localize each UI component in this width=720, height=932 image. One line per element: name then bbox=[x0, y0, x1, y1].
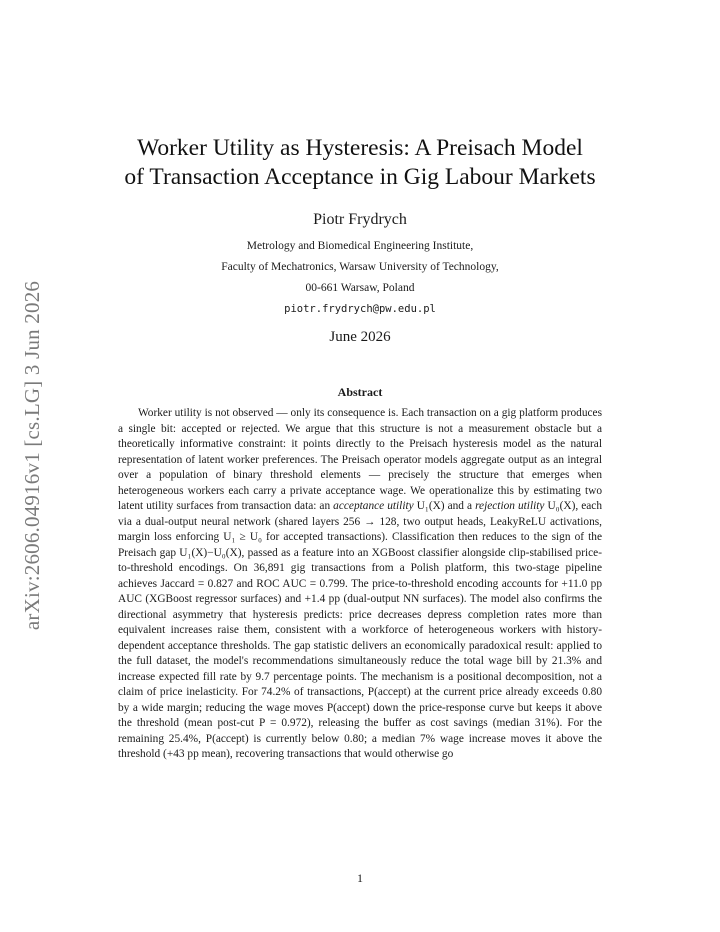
arxiv-stamp bbox=[17, 265, 49, 645]
affiliation-line-3: 00-661 Warsaw, Poland bbox=[305, 282, 415, 294]
page-number: 1 bbox=[357, 871, 363, 885]
title-line-1: Worker Utility as Hysteresis: A Preisach Model bbox=[137, 135, 583, 161]
abstract-body bbox=[118, 406, 602, 763]
abstract-text-1: Worker utility is not observed — only its consequence is. Each transaction on a gig platform produces a single bit: accepted or rejected. We argue that this structure is not a measurement obstacle but a theoretically informative constraint: it points directly to the Preisach hysteresis model as the natural representation of latent worker preferences. The Preisach operator models aggregate output as an integral over a population of binary threshold elements — precisely the structure that emerges when heterogeneous workers each carry a private acceptance wage. We operationalize this by estimating two latent utility surfaces from transaction data: an bbox=[118, 407, 602, 512]
affiliation-line-1: Metrology and Biomedical Engineering Institute, bbox=[246, 240, 474, 252]
abstract-text-2: U₁(X) and a bbox=[413, 500, 476, 512]
author-email: piotr.frydrych@pw.edu.pl bbox=[284, 303, 436, 315]
arxiv-stamp-text: arXiv:2606.04916v1 [cs.LG] 3 Jun 2026 bbox=[20, 280, 45, 630]
abstract-paragraph bbox=[118, 406, 602, 763]
acceptance-utility-term: acceptance utility bbox=[333, 500, 414, 512]
author-name: Piotr Frydrych bbox=[313, 211, 407, 228]
affiliation bbox=[80, 236, 640, 320]
publication-date: June 2026 bbox=[329, 329, 391, 345]
paper-title bbox=[80, 134, 640, 192]
rejection-utility-term: rejection utility bbox=[475, 500, 545, 512]
abstract-text-3: U₀(X), each via a dual-output neural network (shared layers 256 → 128, two output heads, LeakyReLU activations, margin loss enforcing U₁ ≥ U₀ for accepted transactions). Classification then reduces to the sign of the Preisach gap U₁(X)−U₀(X), passed as a feature into an XGBoost classifier alongside clip-stabilised price-to-threshold encodings. On 36,891 gig transactions from a Polish platform, this two-stage pipeline achieves Jaccard = 0.827 and ROC AUC = 0.799. The price-to-threshold encoding accounts for +11.0 pp AUC (XGBoost regressor surfaces) and +1.4 pp (dual-output NN surfaces). The model also confirms the directional asymmetry that hysteresis predicts: price decreases depress completion rates more than equivalent increases raise them, consistent with a workforce of heterogeneous workers with history-dependent acceptance thresholds. The gap statistic delivers an economically paradoxical result: applied to the full dataset, the model's recommendations simultaneously reduce the total wage bill by 21.3% and increase expected fill rate by 9.7 percentage points. The mechanism is a positional decomposition, not a claim of price inelasticity. For 74.2% of transactions, P(accept) at the current price already exceeds 0.80 by a wide margin; reducing the wage moves P(accept) down the price-response curve but keeps it above the threshold (mean post-cut P = 0.972), releasing the buffer as cost savings (median 31%). For the remaining 25.4%, P(accept) is currently below 0.80; a median 7% wage increase moves it above the threshold (+43 pp mean), recovering transactions that would otherwise go bbox=[118, 500, 602, 760]
title-line-2: of Transaction Acceptance in Gig Labour Markets bbox=[124, 164, 596, 190]
abstract-heading: Abstract bbox=[337, 385, 383, 399]
affiliation-line-2: Faculty of Mechatronics, Warsaw University of Technology, bbox=[221, 261, 499, 273]
